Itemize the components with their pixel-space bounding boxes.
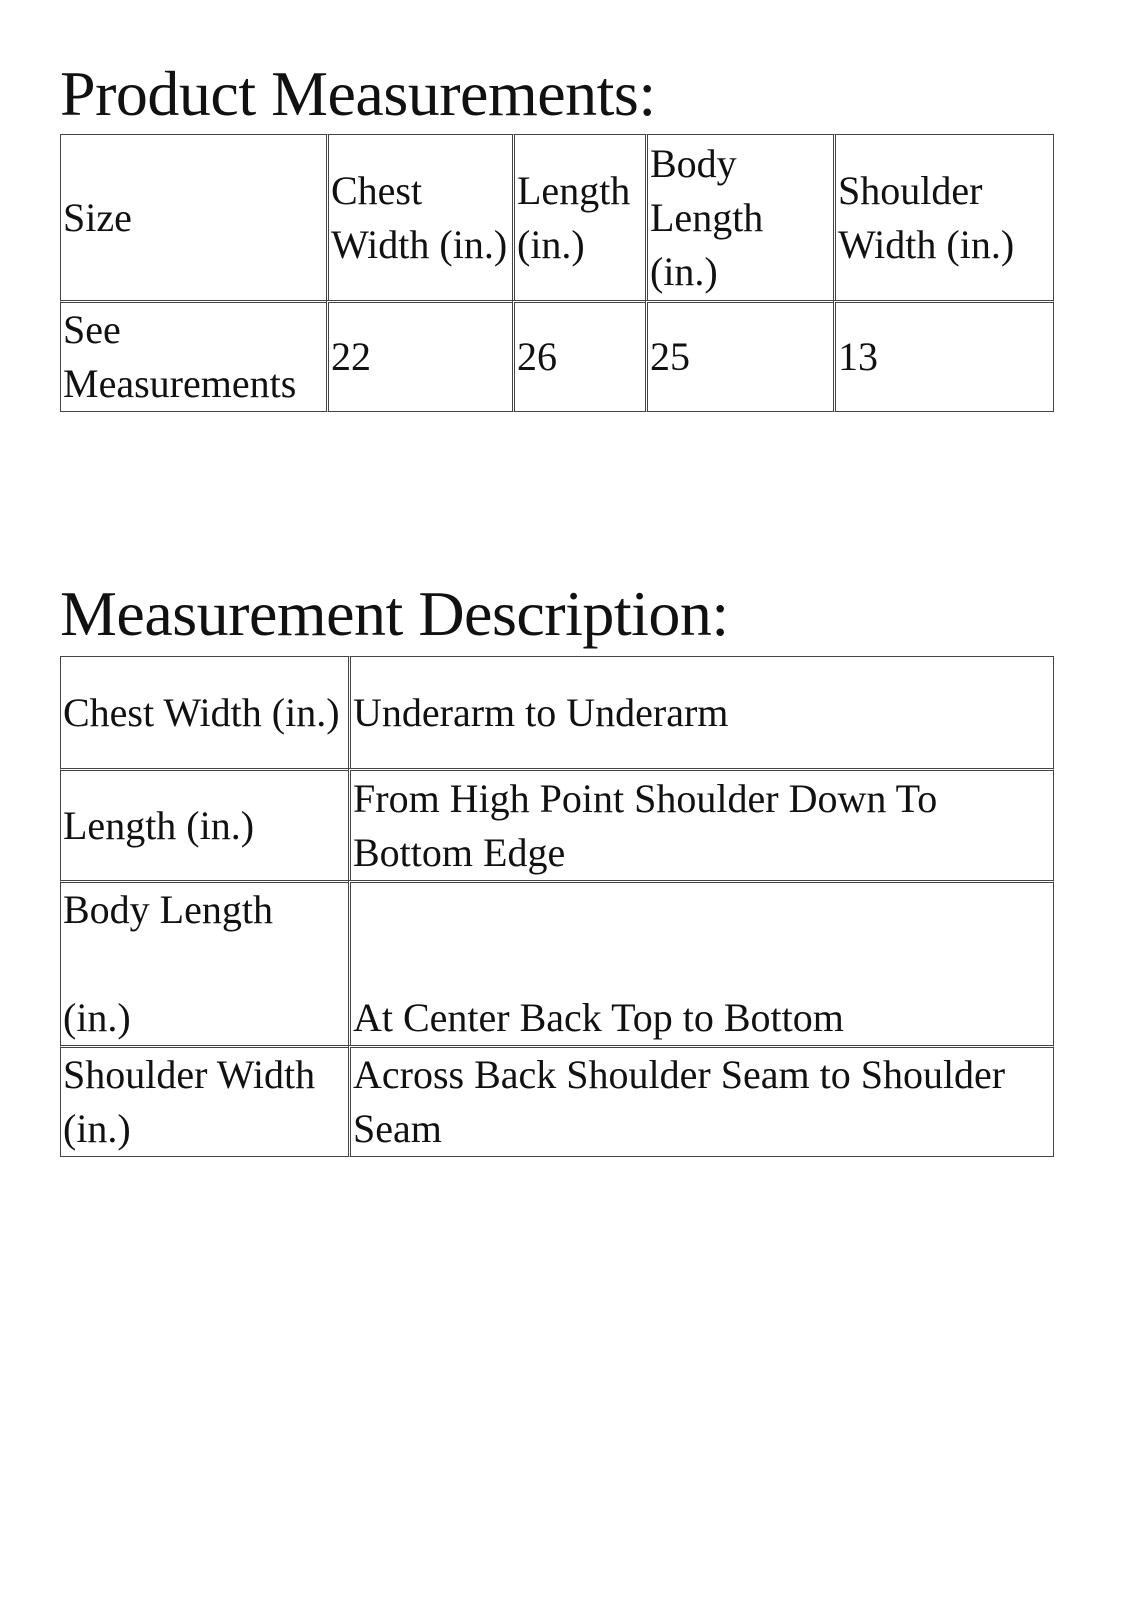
cell-chest-width: 22 <box>326 300 512 412</box>
header-size: Size <box>60 134 326 300</box>
header-chest-width: Chest Width (in.) <box>326 134 512 300</box>
product-measurements-table <box>60 134 1054 412</box>
table-row <box>60 1045 1054 1157</box>
label-chest-width: Chest Width (in.) <box>60 656 348 768</box>
desc-shoulder-width: Across Back Shoulder Seam to Shoulder Seam <box>348 1045 1054 1157</box>
cell-body-length: 25 <box>645 300 833 412</box>
table-header-row <box>60 134 1054 300</box>
header-shoulder-width: Shoulder Width (in.) <box>833 134 1054 300</box>
product-measurements-title: Product Measurements: <box>60 58 656 129</box>
desc-length: From High Point Shoulder Down To Bottom Edge <box>348 768 1054 880</box>
measurement-description-table <box>60 656 1054 1157</box>
table-row <box>60 768 1054 880</box>
table-row <box>60 300 1054 412</box>
measurement-description-title: Measurement Description: <box>60 578 729 649</box>
label-length: Length (in.) <box>60 768 348 880</box>
table-row <box>60 880 1054 1045</box>
header-body-length: Body Length (in.) <box>645 134 833 300</box>
cell-size: See Measurements <box>60 300 326 412</box>
header-length: Length (in.) <box>512 134 645 300</box>
cell-shoulder-width: 13 <box>833 300 1054 412</box>
label-shoulder-width: Shoulder Width (in.) <box>60 1045 348 1157</box>
cell-length: 26 <box>512 300 645 412</box>
label-body-length: Body Length (in.) <box>60 880 348 1045</box>
desc-chest-width: Underarm to Underarm <box>348 656 1054 768</box>
desc-body-length: At Center Back Top to Bottom <box>348 880 1054 1045</box>
table-row <box>60 656 1054 768</box>
